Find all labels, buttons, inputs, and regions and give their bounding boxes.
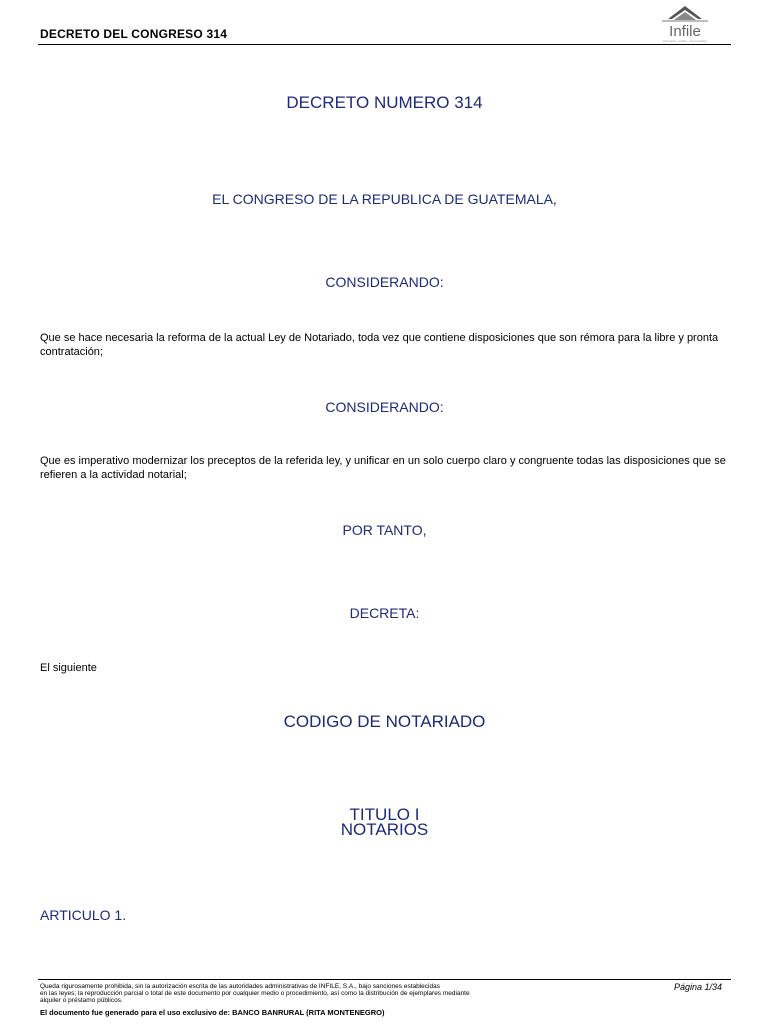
codigo-heading: CODIGO DE NOTARIADO: [283, 712, 486, 731]
articulo-heading: ARTICULO 1.: [40, 907, 127, 923]
considerando-heading-2: CONSIDERANDO:: [325, 399, 444, 415]
titulo-heading: TITULO I: [349, 805, 420, 824]
congress-heading: EL CONGRESO DE LA REPUBLICA DE GUATEMALA,: [212, 191, 557, 207]
logo-text: Infile: [669, 23, 701, 40]
infile-logo: [654, 3, 716, 43]
header-divider: [38, 44, 731, 45]
decreta-heading: DECRETA:: [349, 605, 420, 621]
legal-line: Queda rigurosamente prohibida, sin la autorización escrita de las autoridades administrativas de INFILE, S.A., bajo sanciones establecidas: [40, 983, 440, 990]
legal-line: alquiler o préstamo públicos.: [40, 997, 123, 1004]
considerando-heading-1: CONSIDERANDO:: [325, 274, 444, 290]
decree-title: DECRETO NUMERO 314: [286, 93, 483, 112]
legal-line: en las leyes; la reproducción parcial o total de este documento por cualquier medio o procedimiento, así como la distribución de ejemplares mediante: [40, 990, 470, 997]
generated-for-notice: El documento fue generado para el uso exclusivo de: BANCO BANRURAL (RITA MONTENEGRO): [40, 1008, 385, 1017]
page-number: Página 1/34: [673, 982, 722, 992]
footer-legal-notice: [40, 983, 560, 1004]
header-title: DECRETO DEL CONGRESO 314: [40, 27, 228, 41]
por-tanto-heading: POR TANTO,: [342, 522, 427, 538]
considerando-text-2: Que es imperativo modernizar los preceptos de la referida ley, y unificar en un solo cuerpo claro y congruente todas las disposiciones que se refieren a la actividad notarial;: [40, 455, 726, 481]
el-siguiente-text: El siguiente: [40, 662, 97, 674]
considerando-text-1: Que se hace necesaria la reforma de la actual Ley de Notariado, toda vez que contiene disposiciones que son rémora para la libre y pronta contratación;: [40, 332, 719, 358]
mountain-icon: [662, 6, 708, 21]
notarios-heading: NOTARIOS: [340, 820, 429, 839]
logo-tagline: información · análisis · documentación: [662, 40, 708, 43]
footer-divider: [38, 979, 731, 980]
